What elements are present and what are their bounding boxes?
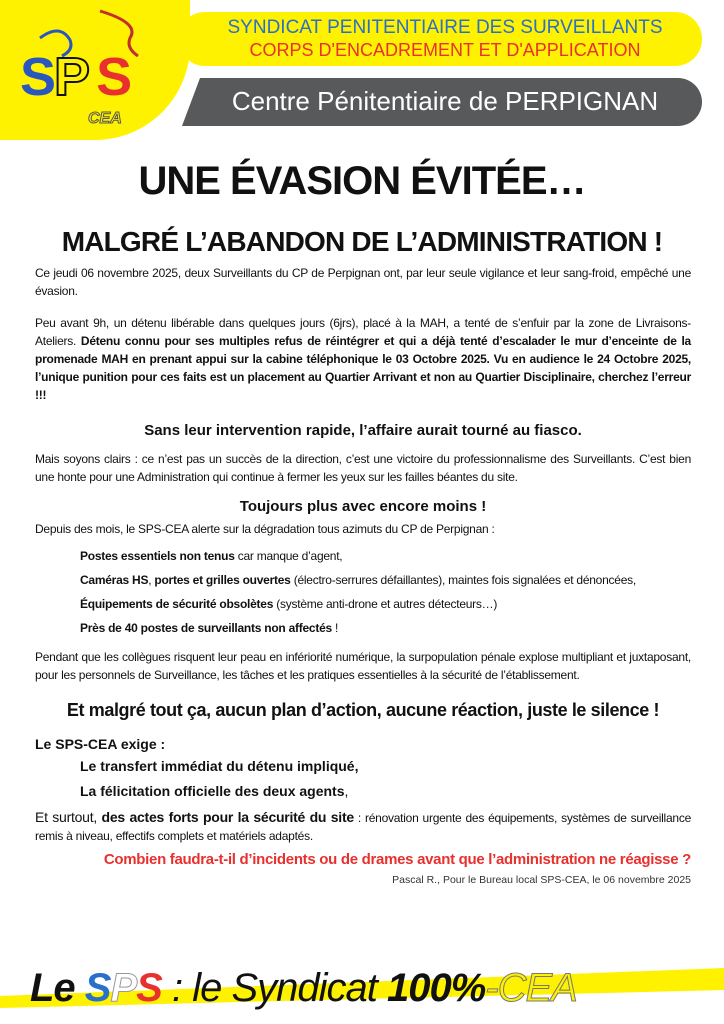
paragraph-3: Mais soyons clairs : ce n’est pas un succès de la direction, c’est une victoire du professionnalisme des Surveillants. C’est bien une honte pour une Administration qui continue à fermer les yeux sur les failles béantes du site. — [35, 452, 691, 484]
footer-slogan: Le SPS : le Syndicat 100%-CEA — [30, 966, 577, 1010]
list-item: Caméras HS, portes et grilles ouvertes (électro-serrures défaillantes), maintes fois signalées et dénoncées, — [80, 573, 636, 587]
logo-p: P — [54, 47, 89, 107]
document-body — [35, 264, 691, 887]
site-name: Centre Pénitentiaire de PERPIGNAN — [231, 86, 659, 116]
demand-item: Le transfert immédiat du détenu impliqué, — [80, 758, 359, 774]
paragraph-2-text: Peu avant 9h, un détenu libérable dans quelques jours (6jrs), placé à la MAH, a tenté de s’enfuir par la zone de Livraisons-Ateliers. — [35, 316, 691, 348]
list — [35, 544, 691, 640]
demand-item: La félicitation officielle des deux agents, — [80, 783, 349, 799]
logo-cea: CEA — [88, 110, 122, 127]
sps-logo — [20, 48, 130, 106]
paragraph-2 — [35, 314, 691, 404]
header-line1: SYNDICAT PENITENTIAIRE DES SURVEILLANTS — [227, 17, 663, 38]
list-item: Postes essentiels non tenus car manque d’agent, — [80, 549, 343, 563]
list-item: Près de 40 postes de surveillants non affectés ! — [80, 621, 339, 635]
header-line2: CORPS D'ENCADREMENT ET D'APPLICATION — [249, 40, 641, 60]
paragraph-1: Ce jeudi 06 novembre 2025, deux Surveillants du CP de Perpignan ont, par leur seule vigilance et leur sang-froid, empêché une évasion. — [35, 266, 691, 298]
paragraph-4: Depuis des mois, le SPS-CEA alerte sur la dégradation tous azimuts du CP de Perpignan : — [35, 522, 495, 536]
signature: Pascal R., Pour le Bureau local SPS-CEA, le 06 novembre 2025 — [392, 874, 691, 886]
list-item: Équipements de sécurité obsolètes (système anti-drone et autres détecteurs…) — [80, 597, 498, 611]
heading-silence: Et malgré tout ça, aucun plan d’action, aucune réaction, juste le silence ! — [66, 700, 660, 720]
demands-title: Le SPS-CEA exige : — [35, 736, 166, 752]
closing-question: Combien faudra-t-il d’incidents ou de drames avant que l’administration ne réagisse ? — [103, 851, 691, 868]
paragraph-6: Et surtout, des actes forts pour la sécurité du site : rénovation urgente des équipements, systèmes de surveillance remis à niveau, effectifs complets et matériels adaptés. — [35, 809, 691, 843]
heading-fiasco: Sans leur intervention rapide, l’affaire aurait tourné au fiasco. — [144, 422, 582, 439]
heading-toujours: Toujours plus avec encore moins ! — [239, 498, 487, 515]
paragraph-5: Pendant que les collègues risquent leur peau en infériorité numérique, la surpopulation pénale explose multipliant et juxtaposant, pour les personnels de Surveillance, les tâches et les pratiques essentielles à la sécurité de l’établissement. — [35, 650, 691, 682]
logo-s2: S — [96, 47, 131, 107]
page-title: UNE ÉVASION ÉVITÉE… — [138, 159, 586, 203]
page-subtitle: MALGRÉ L’ABANDON DE L’ADMINISTRATION ! — [61, 226, 663, 257]
logo-s: S — [20, 47, 55, 107]
paragraph-2-bold: Détenu connu pour ses multiples refus de réintégrer et qui a déjà tenté d’escalader le mur d’enceinte de la promenade MAH en prenant appui sur la cabine téléphonique le 03 Octobre 2025. Vu en audience le 24 Octobre 2025, l’unique punition pour ces faits est un placement au Quartier Arrivant et non au Quartier Disciplinaire, cherchez l’erreur !!! — [35, 334, 691, 402]
